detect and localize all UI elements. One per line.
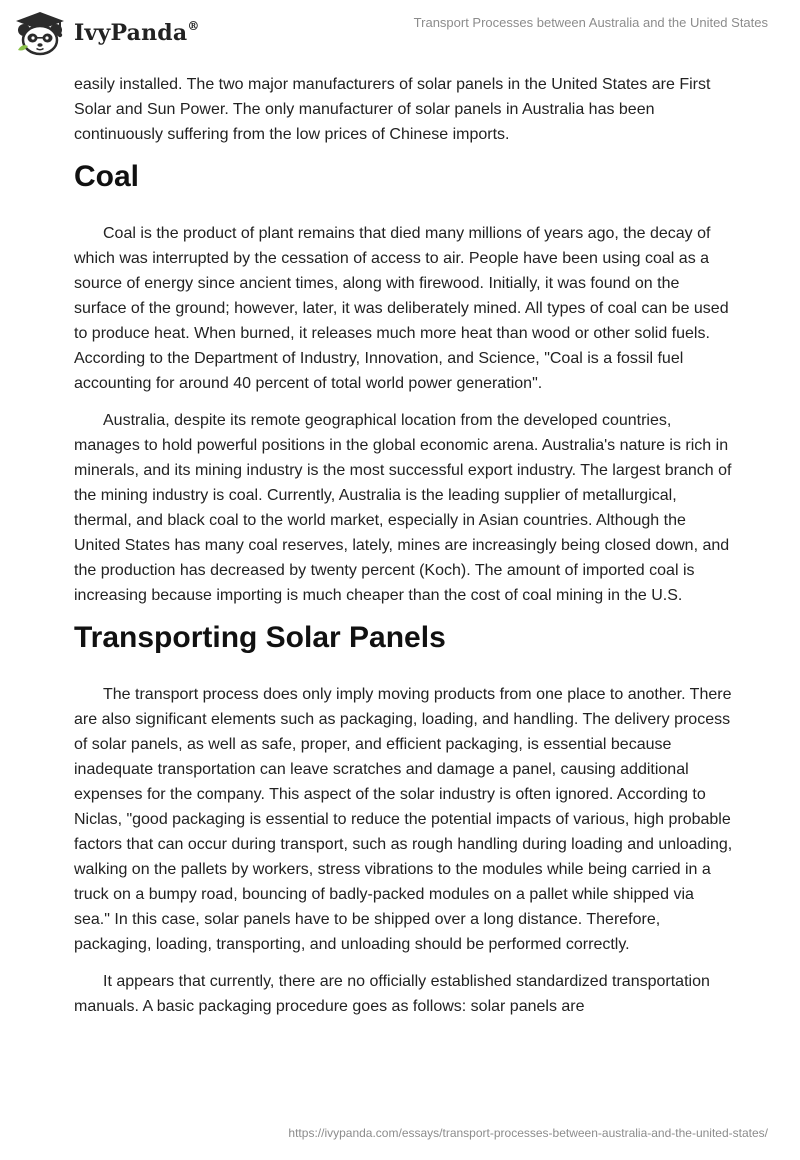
registered-mark: ® (187, 18, 200, 33)
panda-graduate-icon (14, 10, 66, 56)
coal-paragraph-2: Australia, despite its remote geographical location from the developed countries, manages to hold powerful positions in the global economic arena. Australia's nature is rich in minerals, and its mining industry is the most successful export industry. The largest branch of the mining industry is coal. Currently, Australia is the leading supplier of metallurgical, thermal, and black coal to the world market, especially in Asian countries. Although the United States has many coal reserves, lately, mines are increasingly being closed down, and the production has decreased by twenty percent (Koch). The amount of imported coal is increasing because importing is much cheaper than the cost of coal mining in the U.S. (74, 412, 732, 604)
ivypanda-logo[interactable] (14, 10, 200, 56)
source-url[interactable]: https://ivypanda.com/essays/transport-processes-between-australia-and-the-united-states/ (288, 1126, 768, 1140)
transport-paragraph-2: It appears that currently, there are no officially established standardized transportation manuals. A basic packaging procedure goes as follows: solar panels are (74, 973, 710, 1015)
section-heading-coal: Coal (74, 160, 140, 193)
section-heading-transporting-solar-panels: Transporting Solar Panels (74, 621, 446, 654)
intro-paragraph: easily installed. The two major manufacturers of solar panels in the United States are First Solar and Sun Power. The only manufacturer of solar panels in Australia has been continuously suffering from the low prices of Chinese imports. (74, 76, 711, 143)
coal-paragraph-1: Coal is the product of plant remains that died many millions of years ago, the decay of which was interrupted by the cessation of access to air. People have been using coal as a source of energy since ancient times, along with firewood. Initially, it was found on the surface of the ground; however, later, it was deliberately mined. All types of coal can be used to produce heat. When burned, it releases much more heat than wood or other solid fuels. According to the Department of Industry, Innovation, and Science, "Coal is a fossil fuel accounting for around 40 percent of total world power generation". (74, 225, 729, 392)
document-title: Transport Processes between Australia and the United States (413, 15, 768, 30)
essay-content (74, 72, 734, 1031)
transport-paragraph-1: The transport process does only imply moving products from one place to another. There are also significant elements such as packaging, loading, and handling. The delivery process of solar panels, as well as safe, proper, and efficient packaging, is essential because inadequate transportation can leave scratches and damage a panel, causing additional expenses for the company. This aspect of the solar industry is often ignored. According to Niclas, "good packaging is essential to reduce the potential impacts of various, high probable factors that can occur during transport, such as rough handling during loading and unloading, walking on the pallets by workers, stress vibrations to the modules while being carried in a truck on a bumpy road, bouncing of badly-packed modules on a pallet while shipped via sea." In this case, solar panels have to be shipped over a long distance. Therefore, packaging, loading, transporting, and unloading should be performed correctly. (74, 686, 733, 953)
page-header (0, 0, 800, 70)
brand-name: IvyPanda® (74, 18, 200, 46)
